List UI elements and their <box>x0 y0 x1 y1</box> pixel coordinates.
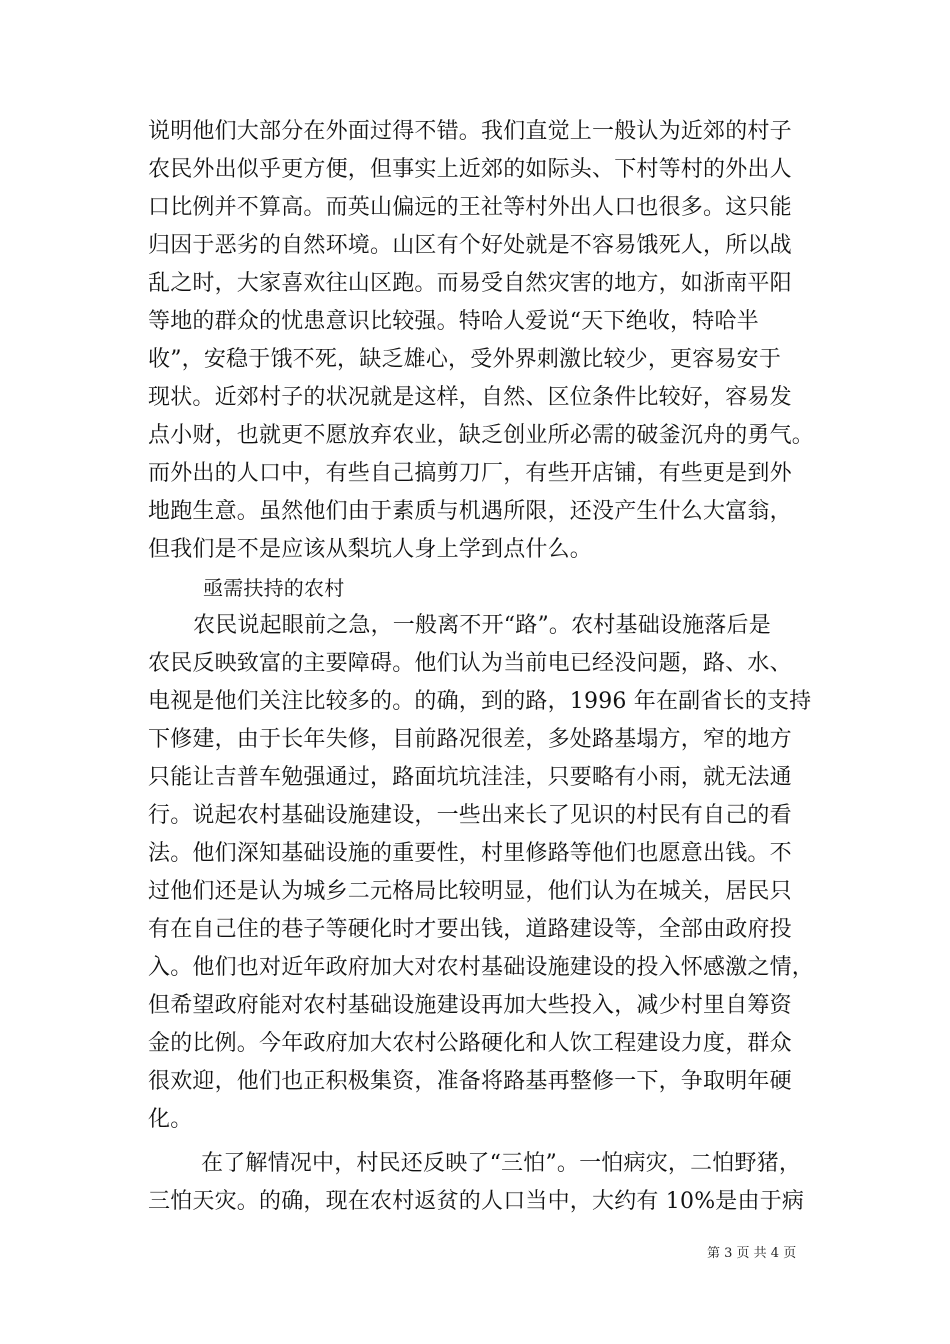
text-line: 而外出的人口中，有些自己搞剪刀厂，有些开店铺，有些更是到外 <box>148 461 792 486</box>
text-line: 只能让吉普车勉强通过，路面坑坑洼洼，只要略有小雨，就无法通 <box>148 765 792 790</box>
text-line: 过他们还是认为城乡二元格局比较明显，他们认为在城关，居民只 <box>148 879 792 904</box>
paragraph-first-line: 在了解情况中，村民还反映了“三怕”。一怕病灾，二怕野猪， <box>201 1151 802 1176</box>
text-line: 行。说起农村基础设施建设，一些出来长了见识的村民有自己的看 <box>148 803 792 828</box>
text-line: 口比例并不算高。而英山偏远的王社等村外出人口也很多。这只能 <box>148 195 792 220</box>
text-line: 等地的群众的忧患意识比较强。特哈人爱说“天下绝收，特哈半 <box>148 309 759 334</box>
page-footer: 第 3 页 共 4 页 <box>707 1246 797 1261</box>
paragraph-first-line: 农民说起眼前之急，一般离不开“路”。农村基础设施落后是 <box>193 613 771 638</box>
text-line: 现状。近郊村子的状况就是这样，自然、区位条件比较好，容易发 <box>148 385 792 410</box>
text-line: 收”，安稳于饿不死，缺乏雄心，受外界刺激比较少，更容易安于 <box>148 347 782 372</box>
text-line: 归因于恶劣的自然环境。山区有个好处就是不容易饿死人，所以战 <box>148 233 792 258</box>
text-line: 电视是他们关注比较多的。的确，到的路，1996 年在副省长的支持 <box>148 689 812 714</box>
text-line: 说明他们大部分在外面过得不错。我们直觉上一般认为近郊的村子 <box>148 119 792 144</box>
text-line: 化。 <box>148 1107 193 1132</box>
text-line: 农民反映致富的主要障碍。他们认为当前电已经没问题，路、水、 <box>148 651 792 676</box>
text-line: 法。他们深知基础设施的重要性，村里修路等他们也愿意出钱。不 <box>148 841 792 866</box>
text-line: 入。他们也对近年政府加大对农村基础设施建设的投入怀感激之情， <box>148 955 815 980</box>
text-line: 金的比例。今年政府加大农村公路硬化和人饮工程建设力度，群众 <box>148 1031 792 1056</box>
text-line: 点小财，也就更不愿放弃农业，缺乏创业所必需的破釜沉舟的勇气。 <box>148 423 815 448</box>
text-line: 但我们是不是应该从梨坑人身上学到点什么。 <box>148 537 593 562</box>
text-line: 下修建，由于长年失修，目前路况很差，多处路基塌方，窄的地方 <box>148 727 792 752</box>
text-line: 乱之时，大家喜欢往山区跑。而易受自然灾害的地方，如浙南平阳 <box>148 271 792 296</box>
section-heading: 亟需扶持的农村 <box>203 576 345 600</box>
text-line: 三怕天灾。的确，现在农村返贫的人口当中，大约有 10%是由于病 <box>148 1189 805 1214</box>
text-line: 地跑生意。虽然他们由于素质与机遇所限，还没产生什么大富翁， <box>148 499 792 524</box>
text-line: 很欢迎，他们也正积极集资，准备将路基再整修一下，争取明年硬 <box>148 1069 792 1094</box>
text-line: 农民外出似乎更方便，但事实上近郊的如际头、下村等村的外出人 <box>148 157 792 182</box>
text-line: 但希望政府能对农村基础设施建设再加大些投入，减少村里自筹资 <box>148 993 792 1018</box>
text-line: 有在自己住的巷子等硬化时才要出钱，道路建设等，全部由政府投 <box>148 917 792 942</box>
